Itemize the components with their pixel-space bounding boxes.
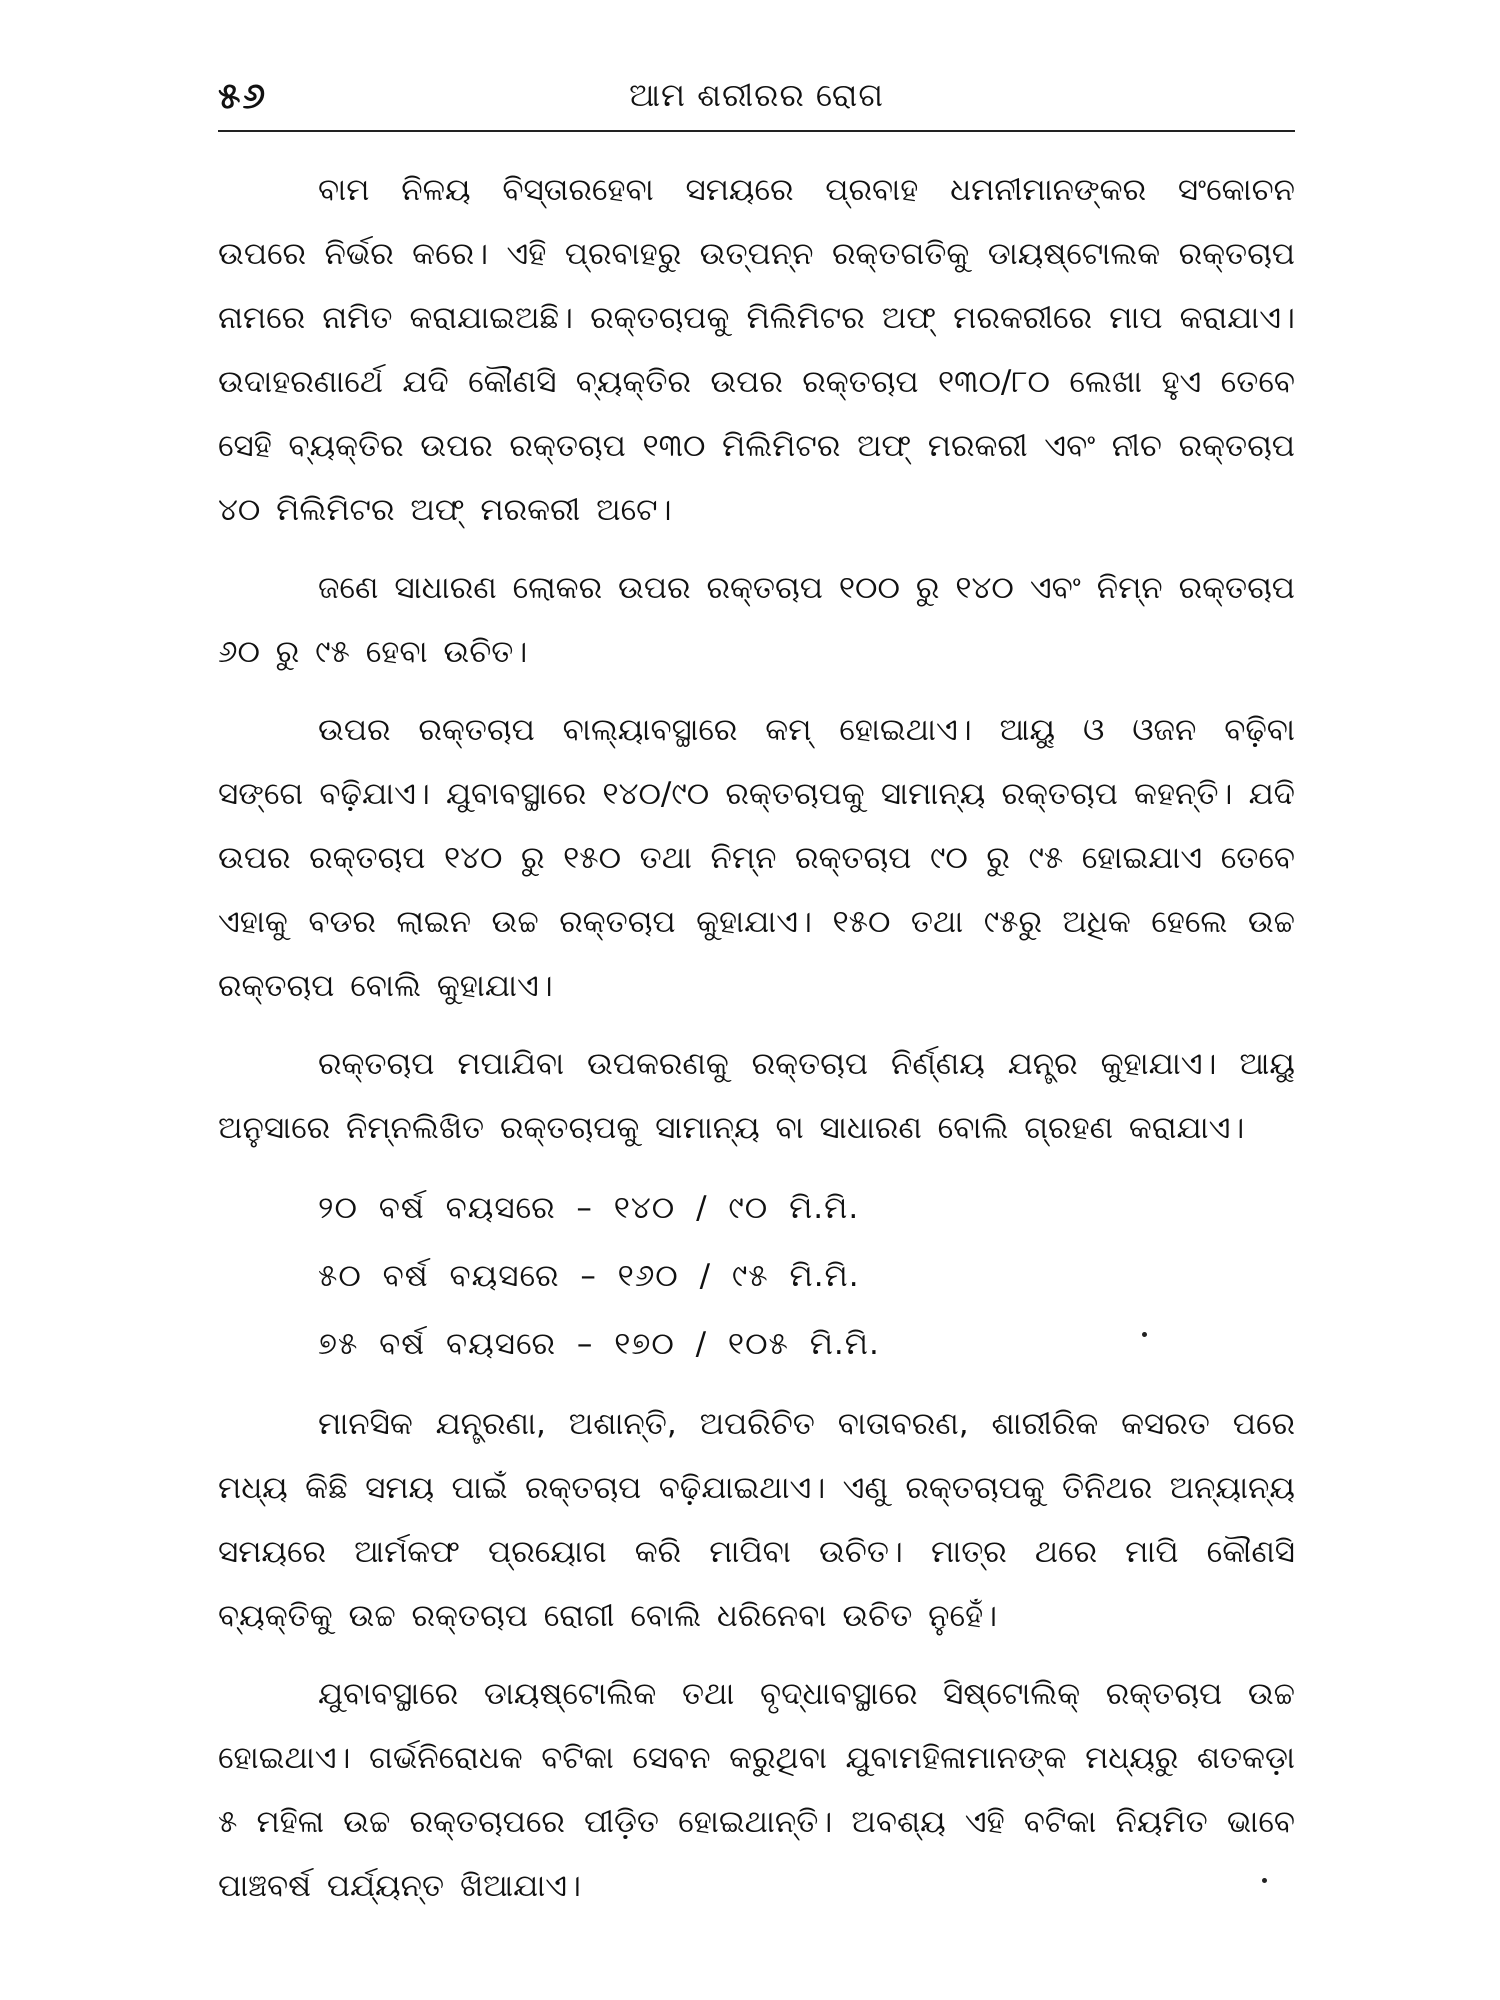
print-speck — [1142, 1332, 1147, 1337]
running-title: ଆମ ଶରୀରର ରୋଗ — [629, 76, 884, 114]
print-speck — [1262, 1878, 1267, 1883]
bp-by-age-row: ୫୦ ବର୍ଷ ବୟସରେ – ୧୬୦ / ୯୫ ମି.ମି. — [318, 1258, 860, 1294]
paragraph-normal-range: ଜଣେ ସାଧାରଣ ଲୋକର ଉପର ରକ୍ତଚାପ ୧୦୦ ରୁ ୧୪୦ ଏବଂ ନିମ୍ନ ରକ୍ତଚାପ ୬୦ ରୁ ୯୫ ହେବା ଉଚିତ। — [218, 570, 1295, 670]
paragraph-contraceptive-effect: ଯୁବାବସ୍ଥାରେ ଡାୟଷ୍ଟୋଲିକ ତଥା ବୃଦ୍ଧାବସ୍ଥାରେ ସିଷ୍ଟୋଲିକ୍ ରକ୍ତଚାପ ଉଚ୍ଚ ହୋଇଥାଏ। ଗର୍ଭନିରୋଧକ ବଟିକା ସେବନ କରୁଥିବା ଯୁବାମହିଳାମାନଙ୍କ ମଧ୍ୟରୁ ଶତକଡ଼ା ୫ ମହିଳା ଉଚ୍ଚ ରକ୍ତଚାପରେ ପୀଡ଼ିତ ହୋଇଥାନ୍ତି। ଅବଶ୍ୟ ଏହି ବଟିକା ନିୟମିତ ଭାବେ ପାଞ୍ଚବର୍ଷ ପର୍ଯ୍ୟନ୍ତ ଖିଆଯାଏ। — [218, 1676, 1295, 1904]
paragraph-measuring-instrument: ରକ୍ତଚାପ ମପାଯିବା ଉପକରଣକୁ ରକ୍ତଚାପ ନିର୍ଣ୍ଣୟ ଯନ୍ତ୍ର କୁହାଯାଏ। ଆୟୁ ଅନୁସାରେ ନିମ୍ନଲିଖିତ ରକ୍ତଚାପକୁ ସାମାନ୍ୟ ବା ସାଧାରଣ ବୋଲି ଗ୍ରହଣ କରାଯାଏ। — [218, 1046, 1295, 1146]
bp-by-age-list — [218, 1174, 1295, 1378]
paragraph-measurement-advice: ମାନସିକ ଯନ୍ତ୍ରଣା, ଅଶାନ୍ତି, ଅପରିଚିତ ବାତାବରଣ, ଶାରୀରିକ କସରତ ପରେ ମଧ୍ୟ କିଛି ସମୟ ପାଇଁ ରକ୍ତଚାପ ବଢ଼ିଯାଇଥାଏ। ଏଣୁ ରକ୍ତଚାପକୁ ତିନିଥର ଅନ୍ୟାନ୍ୟ ସମୟରେ ଆର୍ମକଫ ପ୍ରୟୋଗ କରି ମାପିବା ଉଚିତ। ମାତ୍ର ଥରେ ମାପି କୌଣସି ବ୍ୟକ୍ତିକୁ ଉଚ୍ଚ ରକ୍ତଚାପ ରୋଗୀ ବୋଲି ଧରିନେବା ଉଚିତ ନୁହେଁ। — [218, 1406, 1295, 1634]
bp-by-age-row: ୨୦ ବର୍ଷ ବୟସରେ – ୧୪୦ / ୯୦ ମି.ମି. — [318, 1190, 860, 1226]
paragraph-age-variation: ଉପର ରକ୍ତଚାପ ବାଲ୍ୟାବସ୍ଥାରେ କମ୍ ହୋଇଥାଏ। ଆୟୁ ଓ ଓଜନ ବଢ଼ିବା ସଙ୍ଗେ ବଢ଼ିଯାଏ। ଯୁବାବସ୍ଥାରେ ୧୪୦/୯୦ ରକ୍ତଚାପକୁ ସାମାନ୍ୟ ରକ୍ତଚାପ କହନ୍ତି। ଯଦି ଉପର ରକ୍ତଚାପ ୧୪୦ ରୁ ୧୫୦ ତଥା ନିମ୍ନ ରକ୍ତଚାପ ୯୦ ରୁ ୯୫ ହୋଇଯାଏ ତେବେ ଏହାକୁ ବଡର ଲାଇନ ଉଚ୍ଚ ରକ୍ତଚାପ କୁହାଯାଏ। ୧୫୦ ତଥା ୯୫ରୁ ଅଧିକ ହେଲେ ଉଚ୍ଚ ରକ୍ତଚାପ ବୋଲି କୁହାଯାଏ। — [218, 712, 1295, 1004]
header-rule — [218, 130, 1295, 132]
page-header — [218, 70, 1295, 128]
bp-by-age-row: ୭୫ ବର୍ଷ ବୟସରେ – ୧୭୦ / ୧୦୫ ମି.ମି. — [318, 1326, 880, 1362]
page-number: ୫୬ — [218, 76, 268, 117]
paragraph-diastolic-definition: ବାମ ନିଳୟ ବିସ୍ତାରହେବା ସମୟରେ ପ୍ରବାହ ଧମନୀମାନଙ୍କର ସଂକୋଚନ ଉପରେ ନିର୍ଭର କରେ। ଏହି ପ୍ରବାହରୁ ଉତ୍ପନ୍ନ ରକ୍ତଗତିକୁ ଡାୟଷ୍ଟୋଲକ ରକ୍ତଚାପ ନାମରେ ନାମିତ କରାଯାଇଅଛି। ରକ୍ତଚାପକୁ ମିଲିମିଟର ଅଫ୍ ମରକରୀରେ ମାପ କରାଯାଏ। ଉଦାହରଣାର୍ଥେ ଯଦି କୌଣସି ବ୍ୟକ୍ତିର ଉପର ରକ୍ତଚାପ ୧୩୦/୮୦ ଲେଖା ହୁଏ ତେବେ ସେହି ବ୍ୟକ୍ତିର ଉପର ରକ୍ତଚାପ ୧୩୦ ମିଲିମିଟର ଅଫ୍ ମରକରୀ ଏବଂ ନୀଚ ରକ୍ତଚାପ ୪୦ ମିଲିମିଟର ଅଫ୍ ମରକରୀ ଅଟେ। — [218, 172, 1295, 528]
page-body — [218, 158, 1295, 1918]
